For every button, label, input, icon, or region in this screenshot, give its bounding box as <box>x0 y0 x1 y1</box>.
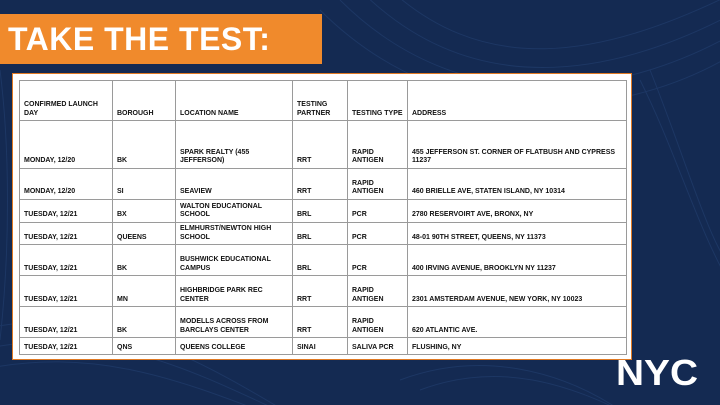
cell-launch-day: TUESDAY, 12/21 <box>20 222 113 245</box>
column-header-borough: BOROUGH <box>113 81 176 121</box>
column-header-address: ADDRESS <box>408 81 627 121</box>
cell-testing-type: PCR <box>348 222 408 245</box>
cell-launch-day: TUESDAY, 12/21 <box>20 276 113 307</box>
banner-title: TAKE THE TEST: <box>8 20 271 57</box>
nyc-logo-text: NYC <box>616 354 698 390</box>
column-header-location-name: LOCATION NAME <box>176 81 293 121</box>
table-row <box>20 222 627 245</box>
take-the-test-banner <box>0 14 322 64</box>
cell-borough: MN <box>113 276 176 307</box>
cell-address: 455 JEFFERSON ST. CORNER OF FLATBUSH AND CYPRESS 11237 <box>408 121 627 169</box>
nyc-logo <box>614 354 702 390</box>
cell-testing-type: SALIVA PCR <box>348 338 408 355</box>
table-row <box>20 245 627 276</box>
cell-address: FLUSHING, NY <box>408 338 627 355</box>
cell-borough: QNS <box>113 338 176 355</box>
cell-testing-partner: RRT <box>293 121 348 169</box>
cell-location-name: BUSHWICK EDUCATIONAL CAMPUS <box>176 245 293 276</box>
cell-testing-partner: BRL <box>293 245 348 276</box>
cell-testing-partner: RRT <box>293 168 348 199</box>
cell-address: 400 IRVING AVENUE, BROOKLYN NY 11237 <box>408 245 627 276</box>
cell-location-name: SEAVIEW <box>176 168 293 199</box>
column-header-launch-day: CONFIRMED LAUNCH DAY <box>20 81 113 121</box>
cell-launch-day: MONDAY, 12/20 <box>20 121 113 169</box>
cell-address: 2780 RESERVOIRT AVE, BRONX, NY <box>408 199 627 222</box>
cell-address: 620 ATLANTIC AVE. <box>408 307 627 338</box>
cell-address: 48-01 90TH STREET, QUEENS, NY 11373 <box>408 222 627 245</box>
cell-location-name: WALTON EDUCATIONAL SCHOOL <box>176 199 293 222</box>
cell-location-name: MODELLS ACROSS FROM BARCLAYS CENTER <box>176 307 293 338</box>
cell-borough: BK <box>113 121 176 169</box>
column-header-testing-partner: TESTING PARTNER <box>293 81 348 121</box>
cell-testing-partner: BRL <box>293 222 348 245</box>
table-row <box>20 199 627 222</box>
cell-testing-type: RAPID ANTIGEN <box>348 168 408 199</box>
cell-testing-partner: SINAI <box>293 338 348 355</box>
testing-sites-table <box>19 80 627 355</box>
cell-borough: BK <box>113 245 176 276</box>
cell-address: 2301 AMSTERDAM AVENUE, NEW YORK, NY 10023 <box>408 276 627 307</box>
column-header-testing-type: TESTING TYPE <box>348 81 408 121</box>
cell-launch-day: TUESDAY, 12/21 <box>20 338 113 355</box>
cell-launch-day: TUESDAY, 12/21 <box>20 199 113 222</box>
table-row <box>20 338 627 355</box>
cell-borough: BX <box>113 199 176 222</box>
cell-testing-type: PCR <box>348 245 408 276</box>
cell-testing-partner: BRL <box>293 199 348 222</box>
cell-address: 460 BRIELLE AVE, STATEN ISLAND, NY 10314 <box>408 168 627 199</box>
cell-launch-day: TUESDAY, 12/21 <box>20 245 113 276</box>
table-row <box>20 276 627 307</box>
table-row <box>20 307 627 338</box>
cell-borough: SI <box>113 168 176 199</box>
table-header-row <box>20 81 627 121</box>
table-row <box>20 168 627 199</box>
cell-testing-partner: RRT <box>293 307 348 338</box>
testing-sites-table-frame <box>12 73 632 360</box>
cell-location-name: HIGHBRIDGE PARK REC CENTER <box>176 276 293 307</box>
cell-testing-type: RAPID ANTIGEN <box>348 307 408 338</box>
cell-location-name: QUEENS COLLEGE <box>176 338 293 355</box>
cell-launch-day: MONDAY, 12/20 <box>20 168 113 199</box>
cell-location-name: SPARK REALTY (455 JEFFERSON) <box>176 121 293 169</box>
cell-testing-type: PCR <box>348 199 408 222</box>
cell-testing-partner: RRT <box>293 276 348 307</box>
cell-borough: BK <box>113 307 176 338</box>
cell-testing-type: RAPID ANTIGEN <box>348 121 408 169</box>
cell-testing-type: RAPID ANTIGEN <box>348 276 408 307</box>
table-row <box>20 121 627 169</box>
cell-location-name: ELMHURST/NEWTON HIGH SCHOOL <box>176 222 293 245</box>
cell-launch-day: TUESDAY, 12/21 <box>20 307 113 338</box>
cell-borough: QUEENS <box>113 222 176 245</box>
